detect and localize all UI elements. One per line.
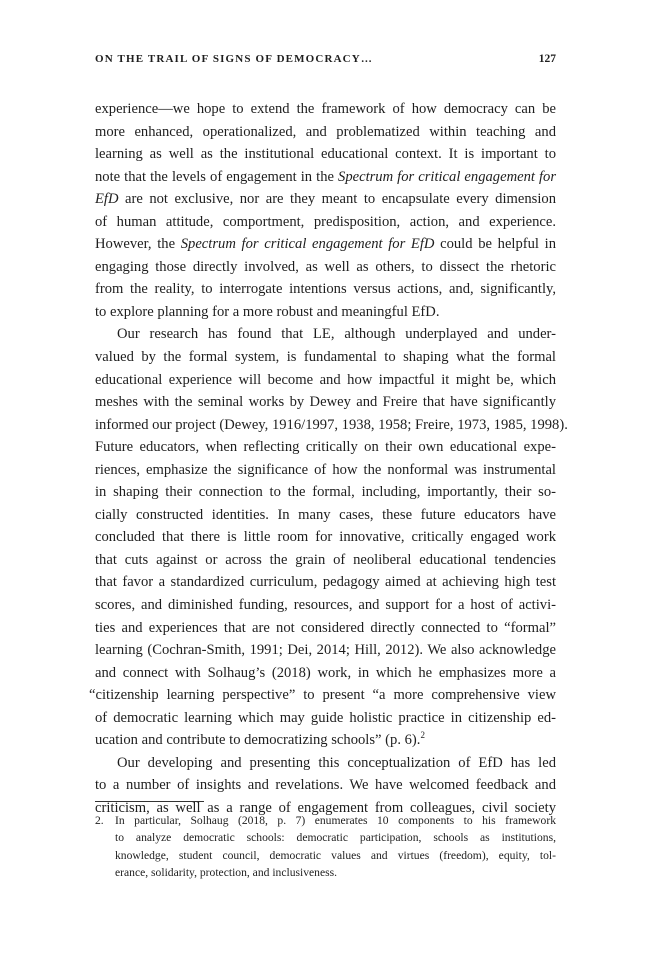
- body-text: [89, 98, 568, 820]
- text-line: Our developing and presenting this conceptualization of EfD has led: [117, 754, 556, 771]
- text-line: valued by the formal system, is fundamental to shaping what the formal: [95, 349, 556, 366]
- page-number: 127: [538, 53, 556, 65]
- text-line: engaging those directly involved, as well as others, to dissect the rhetoric: [95, 258, 556, 275]
- text-line: However, the Spectrum for critical engagement for EfD could be helpful in: [95, 236, 557, 253]
- text-line: that cuts against or across the grain of neoliberal educational tendencies: [95, 551, 556, 568]
- text-line: “citizenship learning perspective” to present “a more comprehensive view: [89, 687, 556, 704]
- italic-title: Spectrum for critical engagement for EfD: [180, 236, 435, 253]
- text-line: experience—we hope to extend the framework of how democracy can be: [95, 101, 556, 117]
- text-line: of democratic learning which may guide holistic practice in citizenship ed-: [95, 709, 556, 726]
- text-line: to a number of insights and revelations. We have welcomed feedback and: [95, 777, 556, 794]
- text-line: learning (Cochran-Smith, 1991; Dei, 2014; Hill, 2012). We also acknowledge: [95, 642, 556, 659]
- running-title: ON THE TRAIL OF SIGNS OF DEMOCRACY…: [95, 53, 374, 65]
- text-line: in shaping their connection to the formal, including, importantly, their so-: [95, 484, 556, 501]
- text-line: more enhanced, operationalized, and problematized within teaching and: [95, 123, 556, 140]
- text-line: meshes with the seminal works by Dewey and Freire that have significantly: [95, 394, 556, 411]
- footnote-line: erance, solidarity, protection, and inclusiveness.: [115, 866, 338, 880]
- text-line: of human attitude, comportment, predisposition, action, and experience.: [95, 213, 556, 230]
- text-line: concluded that there is little room for innovative, critically engaged work: [95, 529, 556, 546]
- paragraph-3: [95, 752, 556, 820]
- footnote: [95, 812, 556, 882]
- italic-title: Spectrum for critical engagement for: [338, 168, 557, 185]
- text-line: educational experience will become and how impactful it might be, which: [95, 371, 556, 388]
- footnote-divider: [95, 801, 204, 802]
- text-line: ties and experiences that are not considered directly connected to “formal”: [95, 619, 556, 636]
- text-line: learning as well as the institutional educational context. It is important to: [95, 146, 556, 163]
- paragraph-2: [89, 323, 568, 751]
- text-line: Future educators, when reflecting critically on their own educational expe-: [95, 439, 556, 456]
- text-line: scores, and diminished funding, resources, and support for a host of activi-: [95, 597, 556, 614]
- text-line: to explore planning for a more robust and meaningful EfD.: [95, 303, 440, 320]
- text-line: Our research has found that LE, although underplayed and under-: [117, 326, 556, 343]
- text-line: that favor a standardized curriculum, pedagogy aimed at achieving high test: [95, 574, 556, 591]
- text-line: criticism, as well as a range of engagement from colleagues, civil society: [95, 799, 556, 816]
- footnote-reference[interactable]: 2: [420, 730, 425, 741]
- text-line: riences, emphasize the significance of how the nonformal was instrumental: [95, 461, 556, 478]
- footnote-line: to analyze democratic schools: democratic participation, schools as institutions,: [115, 831, 556, 845]
- footnote-line: 2. In particular, Solhaug (2018, p. 7) enumerates 10 components to his framework: [95, 812, 556, 829]
- footnote-line: knowledge, student council, democratic values and virtues (freedom), equity, tol-: [115, 848, 556, 862]
- text-line: from the reality, to interrogate intentions versus actions, and, significantly,: [95, 281, 556, 298]
- text-line: informed our project (Dewey, 1916/1997, 1938, 1958; Freire, 1973, 1985, 1998).: [95, 416, 568, 433]
- italic-title: EfD: [95, 191, 119, 208]
- text-line: cially constructed identities. In many cases, these future educators have: [95, 506, 556, 523]
- text-line: and connect with Solhaug’s (2018) work, in which he emphasizes more a: [95, 664, 556, 681]
- running-header: [95, 53, 556, 69]
- text-line: EfD are not exclusive, nor are they meant to encapsulate every dimension: [95, 191, 556, 208]
- paragraph-1: [95, 98, 556, 323]
- text-line: note that the levels of engagement in the Spectrum for critical engagement for: [95, 168, 557, 185]
- footnote-number: 2.: [95, 814, 104, 827]
- text-line: ucation and contribute to democratizing schools” (p. 6).$^2$: [95, 730, 425, 749]
